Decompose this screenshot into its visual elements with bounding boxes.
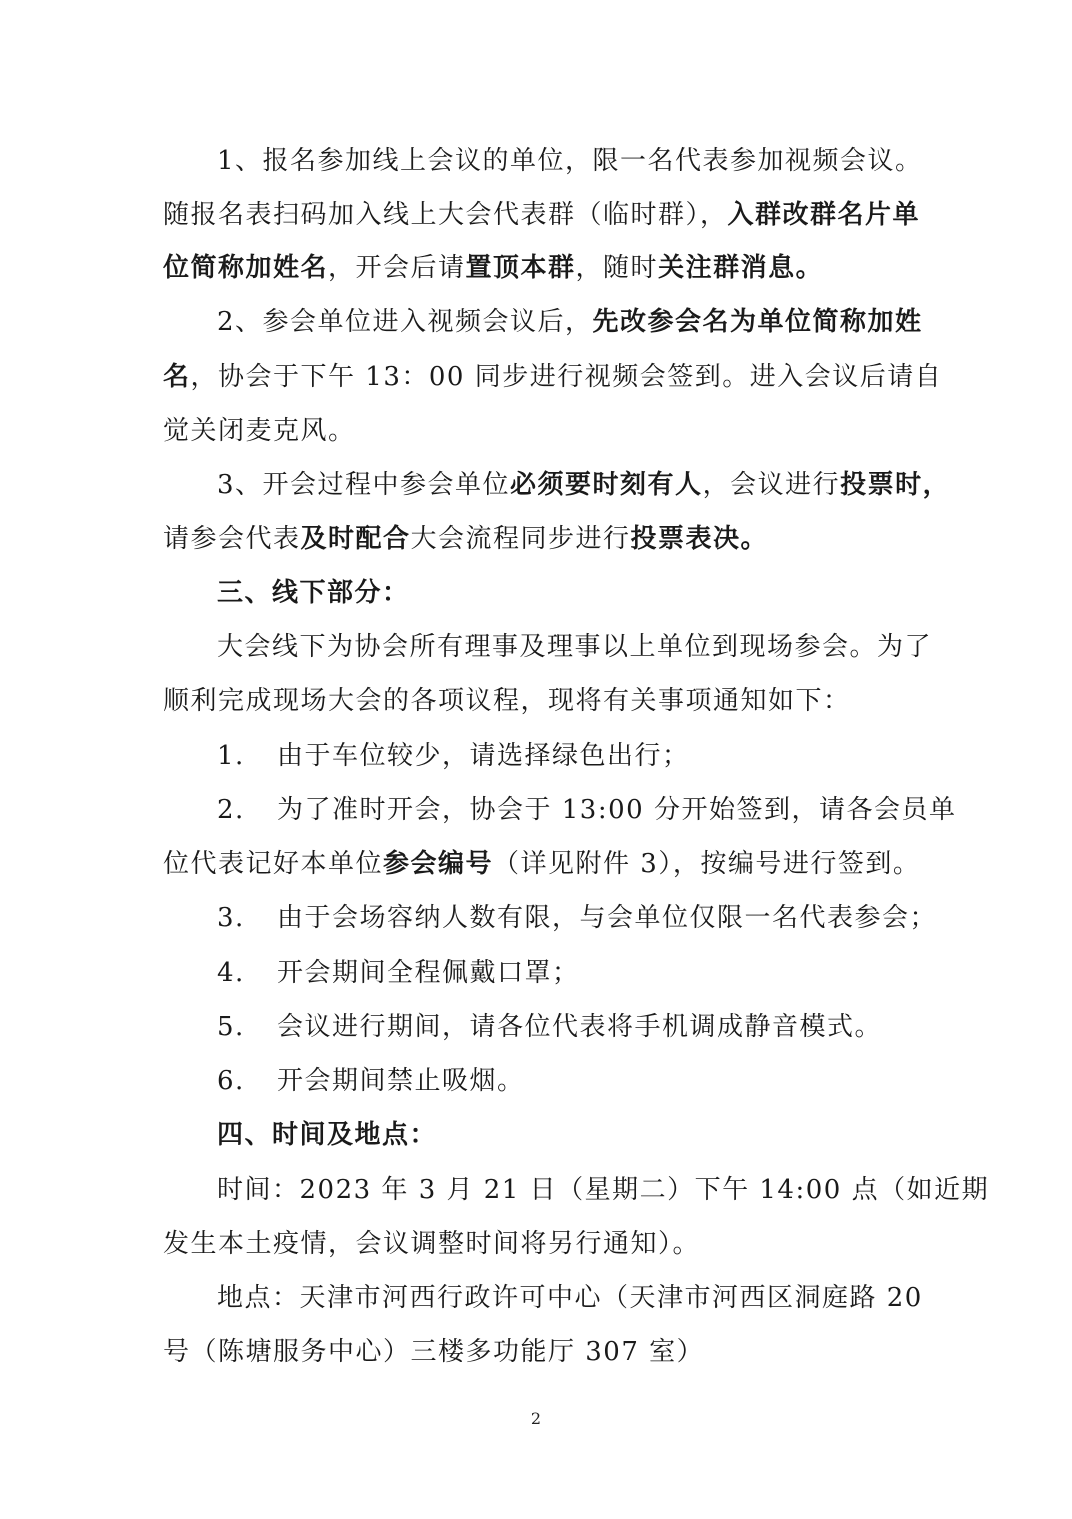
time-line-2: 发生本土疫情，会议调整时间将另行通知）。 [163, 1229, 701, 1259]
time-line-1: 时间：2023 年 3 月 21 日（星期二）下午 14:00 点（如近期 [217, 1175, 990, 1205]
time-place-heading: 四、时间及地点： [217, 1120, 438, 1150]
offline-item-6: 6. 开会期间禁止吸烟。 [217, 1066, 525, 1096]
place-line-2: 号（陈塘服务中心）三楼多功能厅 307 室） [163, 1337, 705, 1367]
page-number: 2 [530, 1409, 542, 1428]
offline-item-2-continued: 位代表记好本单位参会编号（详见附件 3），按编号进行签到。 [163, 849, 921, 879]
online-item-1-line-3: 位简称加姓名，开会后请置顶本群，随时关注群消息。 [163, 253, 824, 283]
offline-intro-line-1: 大会线下为协会所有理事及理事以上单位到现场参会。为了 [217, 632, 933, 662]
online-item-1-line-1: 1、报名参加线上会议的单位，限一名代表参加视频会议。 [217, 146, 923, 176]
offline-item-5: 5. 会议进行期间，请各位代表将手机调成静音模式。 [217, 1012, 883, 1042]
offline-heading: 三、线下部分： [217, 578, 410, 608]
online-item-2-line-3: 觉关闭麦克风。 [163, 416, 356, 446]
online-item-3-line-1: 3、开会过程中参会单位必须要时刻有人，会议进行投票时， [217, 470, 951, 500]
offline-item-2: 2. 为了准时开会，协会于 13:00 分开始签到，请各会员单 [217, 795, 957, 825]
offline-item-4: 4. 开会期间全程佩戴口罩； [217, 958, 580, 988]
offline-item-3: 3. 由于会场容纳人数有限，与会单位仅限一名代表参会； [217, 903, 938, 933]
online-item-2-line-2: 名，协会于下午 13：00 同步进行视频会签到。进入会议后请自 [163, 362, 943, 392]
place-line-1: 地点：天津市河西行政许可中心（天津市河西区洞庭路 20 [217, 1283, 923, 1313]
online-item-1-line-2: 随报名表扫码加入线上大会代表群（临时群），入群改群名片单 [163, 200, 921, 230]
online-item-3-line-2: 请参会代表及时配合大会流程同步进行投票表决。 [163, 524, 769, 554]
offline-intro-line-2: 顺利完成现场大会的各项议程，现将有关事项通知如下： [163, 686, 851, 716]
online-item-2-line-1: 2、参会单位进入视频会议后，先改参会名为单位简称加姓 [217, 307, 923, 337]
offline-item-1: 1. 由于车位较少，请选择绿色出行； [217, 741, 690, 771]
